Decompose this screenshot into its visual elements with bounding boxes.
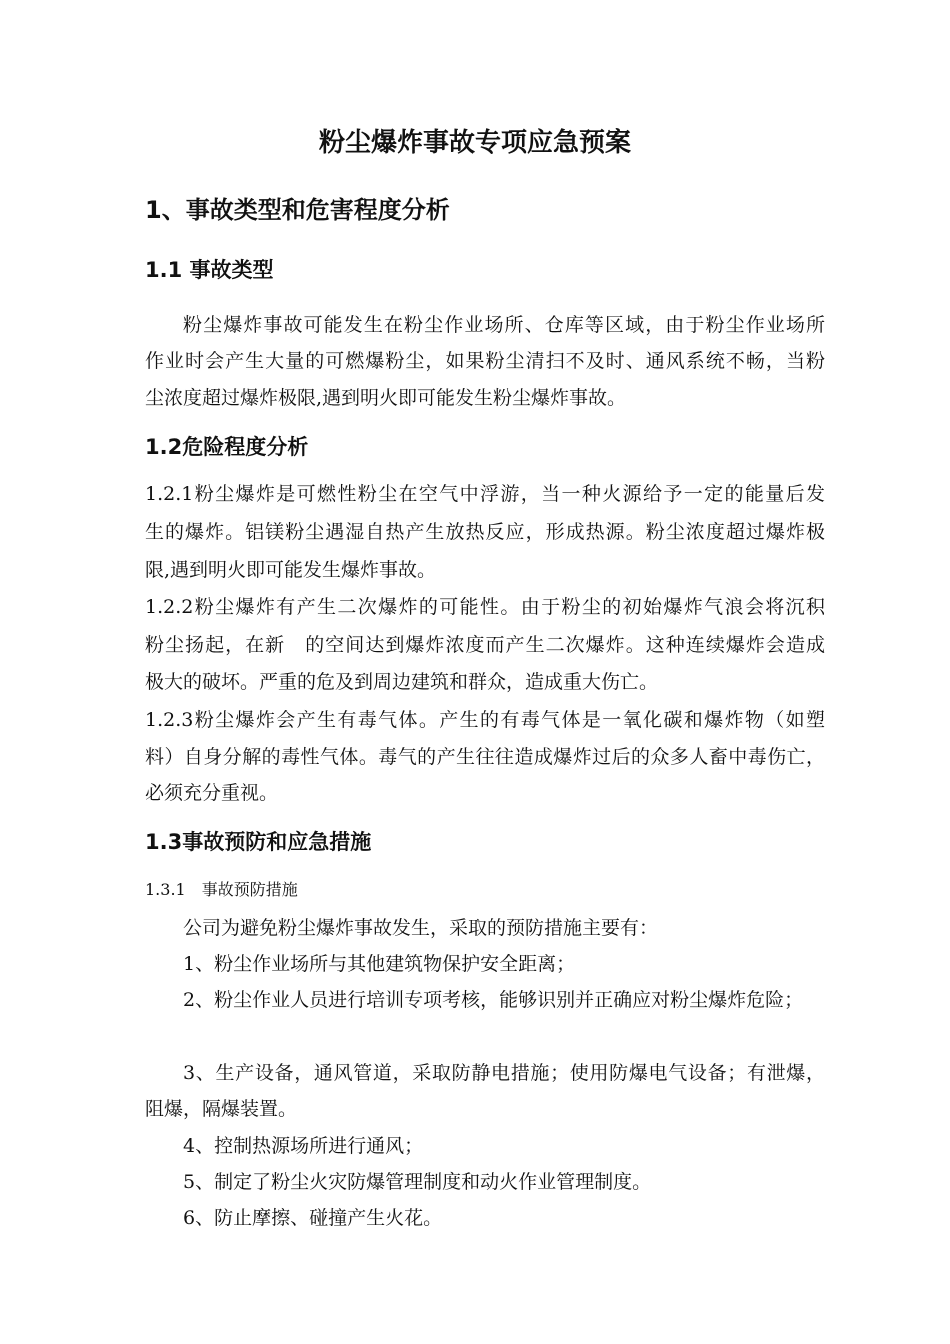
paragraph-line: 作业时会产生大量的可燃爆粉尘，如果粉尘清扫不及时、通风系统不畅，当粉 (145, 350, 825, 372)
subsection-heading: 1.3事故预防和应急措施 (145, 830, 372, 854)
subsection-heading: 1.1 事故类型 (145, 258, 274, 282)
section-heading: 1、事故类型和危害程度分析 (145, 196, 450, 224)
paragraph-line: 必须充分重视。 (145, 782, 279, 804)
paragraph-line: 1.2.3粉尘爆炸会产生有毒气体。产生的有毒气体是一氧化碳和爆炸物（如塑 (145, 709, 825, 731)
paragraph-line: 尘浓度超过爆炸极限,遇到明火即可能发生粉尘爆炸事故。 (145, 387, 627, 409)
list-item: 5、制定了粉尘火灾防爆管理制度和动火作业管理制度。 (183, 1171, 652, 1193)
subsection-heading: 1.2危险程度分析 (145, 435, 309, 459)
list-item: 1、粉尘作业场所与其他建筑物保护安全距离； (183, 953, 576, 975)
list-item: 6、防止摩擦、碰撞产生火花。 (183, 1207, 443, 1229)
list-item: 2、粉尘作业人员进行培训专项考核，能够识别并正确应对粉尘爆炸危险； (183, 989, 804, 1011)
list-item: 阻爆，隔爆装置。 (145, 1098, 298, 1120)
document-title: 粉尘爆炸事故专项应急预案 (318, 128, 631, 158)
paragraph-line: 生的爆炸。铝镁粉尘遇湿自热产生放热反应，形成热源。粉尘浓度超过爆炸极 (145, 521, 825, 543)
paragraph-line: 1.2.2粉尘爆炸有产生二次爆炸的可能性。由于粉尘的初始爆炸气浪会将沉积 (145, 596, 825, 618)
paragraph-line: 粉尘扬起，在新 的空间达到爆炸浓度而产生二次爆炸。这种连续爆炸会造成 (145, 634, 825, 656)
paragraph-line: 公司为避免粉尘爆炸事故发生，采取的预防措施主要有： (183, 917, 659, 939)
paragraph-line: 极大的破坏。严重的危及到周边建筑和群众，造成重大伤亡。 (145, 671, 659, 693)
list-item: 3、生产设备，通风管道，采取防静电措施；使用防爆电气设备；有泄爆， (183, 1062, 825, 1084)
paragraph-line: 粉尘爆炸事故可能发生在粉尘作业场所、仓库等区域，由于粉尘作业场所 (183, 314, 825, 336)
paragraph-line: 限,遇到明火即可能发生爆炸事故。 (145, 559, 437, 581)
paragraph-line: 料）自身分解的毒性气体。毒气的产生往往造成爆炸过后的众多人畜中毒伤亡， (145, 746, 825, 768)
paragraph-line: 1.2.1粉尘爆炸是可燃性粉尘在空气中浮游，当一种火源给予一定的能量后发 (145, 483, 825, 505)
list-item: 4、控制热源场所进行通风； (183, 1135, 424, 1157)
sub-subsection-heading: 1.3.1 事故预防措施 (145, 880, 298, 899)
